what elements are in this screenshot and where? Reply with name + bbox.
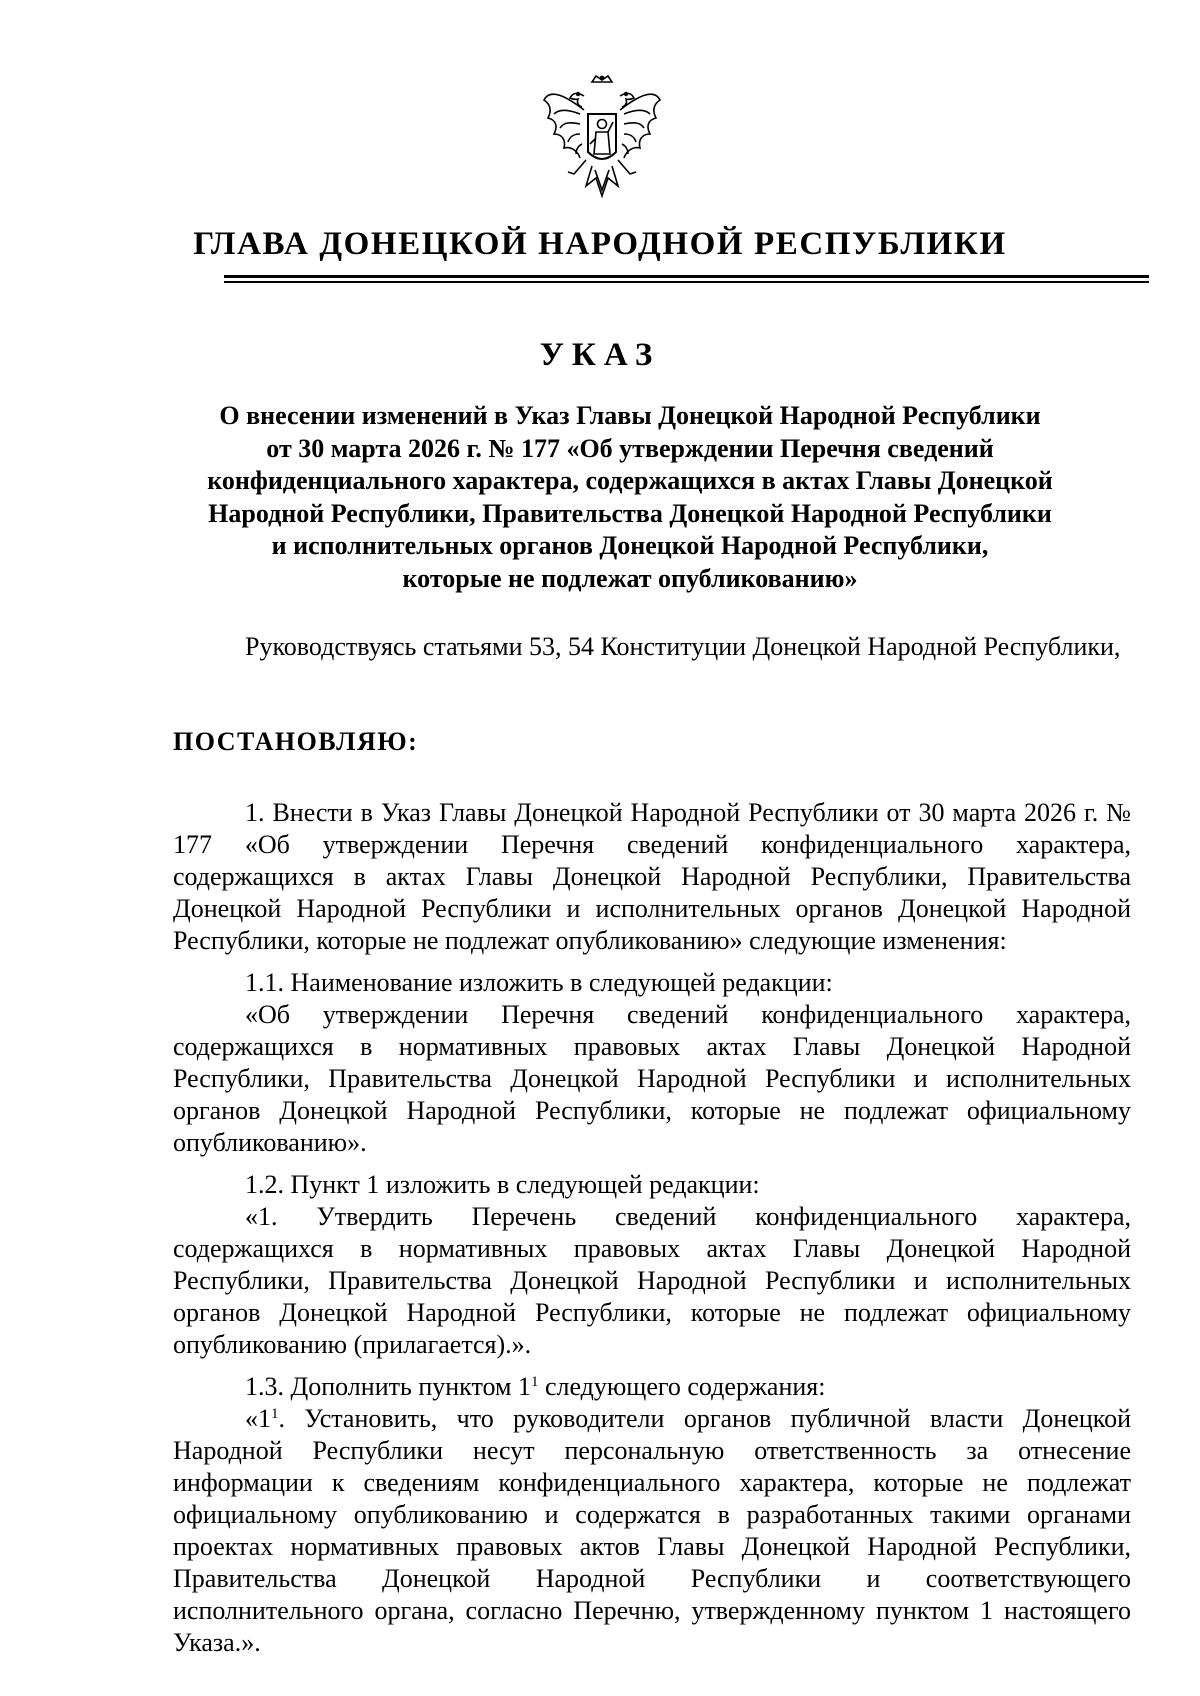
paragraph-1: 1. Внести в Указ Главы Донецкой Народной Республики от 30 марта 2026 г. № 177 «Об утверждении Перечня сведений конфиденциального характера, содержащихся в актах Главы Донецкой Народной Республики, Правительства Донецкой Народной Республики и исполнительных органов Донецкой Народной Республики, которые не подлежат опубликованию» следующие изменения: <box>173 798 1131 955</box>
paragraph-1-2-intro: 1.2. Пункт 1 изложить в следующей редакции: <box>245 1170 760 1199</box>
superscript-number: 1 <box>271 1406 279 1422</box>
issuing-authority: ГЛАВА ДОНЕЦКОЙ НАРОДНОЙ РЕСПУБЛИКИ <box>193 226 1007 262</box>
header-rule-thick <box>224 275 1149 278</box>
paragraph-1-3-intro-after: следующего содержания: <box>538 1372 826 1401</box>
paragraph-1-2-text: «1. Утвердить Перечень сведений конфиденциального характера, содержащихся в нормативных правовых актах Главы Донецкой Народной Республики, Правительства Донецкой Народной Республики и исполнительных органов Донецкой Народной Республики, которые не подлежат официальному опубликованию (прилагается).». <box>173 1202 1131 1359</box>
paragraph-1-3-text-open: «1 <box>245 1404 271 1433</box>
paragraph-1-3-intro-before: 1.3. Дополнить пунктом 1 <box>245 1372 531 1401</box>
paragraph-1-1-intro: 1.1. Наименование изложить в следующей редакции: <box>245 968 833 997</box>
document-heading <box>150 400 1110 595</box>
decree-items <box>173 797 1131 1659</box>
dpr-coat-of-arms-icon <box>540 74 664 214</box>
document-type: УКАЗ <box>539 337 661 373</box>
superscript-number: 1 <box>530 1374 539 1390</box>
decree-word: ПОСТАНОВЛЯЮ: <box>173 727 419 756</box>
paragraph-1-3-text <box>173 1403 1131 1659</box>
paragraph-1-3-intro <box>173 1371 1131 1403</box>
paragraph-1-3-text-rest: . Установить, что руководители органов публичной власти Донецкой Народной Республики несут персональную ответственность за отнесение информации к сведениям конфиденциального характера, которые не подлежат официальному опубликованию и содержатся в разработанных такими органами проектах нормативных правовых актов Главы Донецкой Народной Республики, Правительства Донецкой Народной Республики и соответствующего исполнительного органа, согласно Перечню, утвержденному пунктом 1 настоящего Указа.». <box>173 1404 1131 1657</box>
heading-line: конфиденциального характера, содержащихся в актах Главы Донецкой <box>207 466 1053 495</box>
heading-line: Народной Республики, Правительства Донецкой Народной Республики <box>208 498 1052 528</box>
heading-line: и исполнительных органов Донецкой Народной Республики, <box>271 531 989 560</box>
preamble-paragraph: Руководствуясь статьями 53, 54 Конституции Донецкой Народной Республики, <box>245 632 1121 661</box>
heading-line: от 30 марта 2026 г. № 177 «Об утверждении Перечня сведений <box>266 433 994 463</box>
preamble-block <box>173 631 1131 663</box>
header-rule-thin <box>224 281 1149 283</box>
heading-line: О внесении изменений в Указ Главы Донецкой Народной Республики <box>219 401 1041 430</box>
heading-line: которые не подлежат опубликованию» <box>402 563 858 593</box>
paragraph-1-1-text: «Об утверждении Перечня сведений конфиденциального характера, содержащихся в нормативных правовых актах Главы Донецкой Народной Республики, Правительства Донецкой Народной Республики и исполнительных органов Донецкой Народной Республики, которые не подлежат официальному опубликованию». <box>173 1000 1131 1157</box>
